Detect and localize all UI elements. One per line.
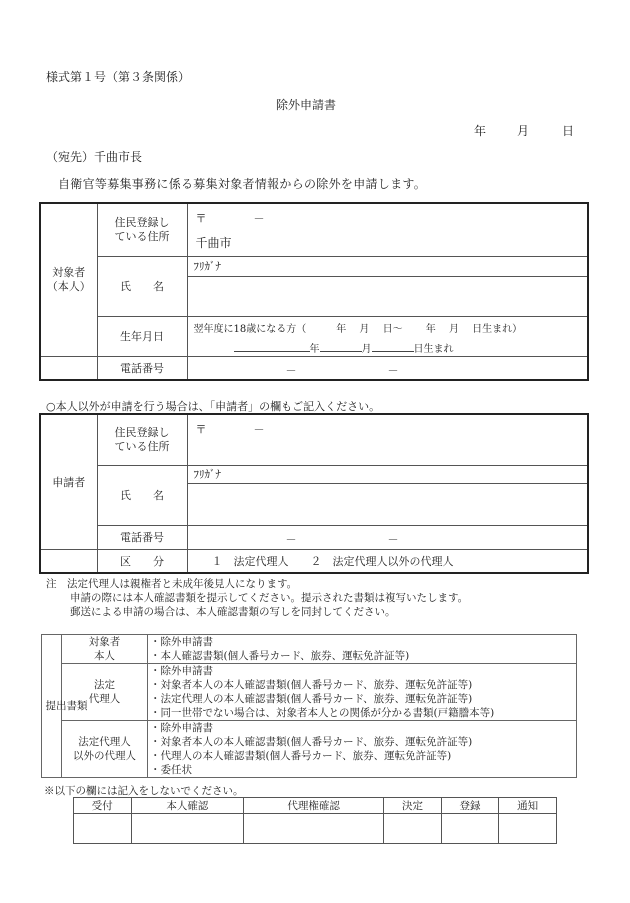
documents-side-label: 提出書類 — [42, 635, 62, 778]
required-documents-table — [41, 634, 577, 778]
note-line-1: 注 法定代理人は親権者と未成年後見人になります。 — [46, 578, 298, 590]
applicant-address-label: 住民登録し ている住所 — [97, 414, 187, 465]
applicant-address-field[interactable] — [187, 414, 588, 465]
office-use-note: ※以下の欄には記入をしないでください。 — [44, 785, 244, 797]
subject-section-label: 対象者 （本人） — [40, 203, 97, 356]
subject-phone-label: 電話番号 — [97, 356, 187, 380]
doc-row-subject-items: ・除外申請書 ・本人確認書類(個人番号カード、旅券、運転免許証等) — [148, 635, 577, 664]
subject-name-label: 氏 名 — [97, 256, 187, 316]
application-statement: 自衛官等募集事務に係る募集対象者情報からの除外を申請します。 — [58, 177, 427, 191]
birth-day-input[interactable] — [372, 340, 414, 352]
date-day-label: 日 — [562, 124, 575, 138]
office-header-authority-check: 代理権確認 — [244, 798, 384, 814]
birth-condition: 翌年度に18歳になる方（ 年 月 日～ 年 月 日生まれ） — [193, 323, 523, 335]
postal-dash: － — [253, 212, 265, 225]
birth-day-label: 日生まれ — [413, 343, 454, 355]
postal-dash: － — [253, 423, 265, 436]
subject-name-field[interactable] — [187, 276, 588, 316]
office-cell-notification — [499, 814, 557, 844]
applicant-category-options[interactable]: １ 法定代理人 ２ 法定代理人以外の代理人 — [187, 549, 588, 573]
addressee: （宛先）千曲市長 — [46, 150, 143, 164]
office-cell-decision — [384, 814, 442, 844]
office-cell-reception — [74, 814, 132, 844]
doc-row-legal-who: 法定 代理人 — [62, 664, 148, 721]
applicant-phone-label: 電話番号 — [97, 525, 187, 549]
applicant-table — [39, 413, 589, 574]
subject-phone-field[interactable] — [187, 356, 588, 380]
applicant-category-label: 区 分 — [97, 549, 187, 573]
postal-mark: 〒 — [195, 212, 207, 225]
applicant-name-field[interactable] — [187, 483, 588, 525]
subject-birth-field[interactable] — [187, 316, 588, 356]
subject-city: 千曲市 — [195, 236, 232, 250]
subject-birth-label: 生年月日 — [97, 316, 187, 356]
office-cell-authority-check — [244, 814, 384, 844]
applicant-phone-field[interactable] — [187, 525, 588, 549]
doc-row-other-items: ・除外申請書 ・対象者本人の本人確認書類(個人番号カード、旅券、運転免許証等) ・代理人の本人確認書類(個人番号カード、旅券、運転免許証等) ・委任状 — [148, 721, 577, 778]
applicant-furigana-field[interactable]: ﾌﾘｶﾞﾅ — [187, 465, 588, 483]
doc-row-subject-who: 対象者 本人 — [62, 635, 148, 664]
office-cell-registration — [441, 814, 499, 844]
birth-month-label: 月 — [361, 343, 372, 355]
applicant-notice: ○本人以外が申請を行う場合は、「申請者」の欄もご記入ください。 — [46, 400, 381, 413]
date-year-label: 年 — [474, 124, 487, 138]
office-header-decision: 決定 — [384, 798, 442, 814]
doc-row-other-who: 法定代理人 以外の代理人 — [62, 721, 148, 778]
office-cell-identity-check — [131, 814, 244, 844]
phone-dash-2: － — [387, 363, 399, 377]
subject-address-field[interactable] — [187, 203, 588, 256]
date-month-label: 月 — [517, 124, 530, 138]
subject-furigana-field[interactable]: ﾌﾘｶﾞﾅ — [187, 256, 588, 276]
birth-year-label: 年 — [309, 343, 320, 355]
office-use-table — [73, 797, 557, 844]
form-number: 様式第１号（第３条関係） — [46, 70, 191, 84]
subject-address-label: 住民登録し ている住所 — [97, 203, 187, 256]
office-header-notification: 通知 — [499, 798, 557, 814]
applicant-name-label: 氏 名 — [97, 465, 187, 525]
phone-dash-2: － — [387, 532, 399, 546]
applicant-section-label: 申請者 — [40, 414, 97, 549]
birth-year-input[interactable] — [234, 340, 310, 352]
form-title: 除外申請書 — [276, 98, 337, 112]
phone-dash-1: － — [285, 532, 297, 546]
postal-mark: 〒 — [195, 423, 207, 436]
phone-dash-1: － — [285, 363, 297, 377]
subject-table — [39, 202, 589, 381]
note-line-2: 申請の際には本人確認書類を提示してください。提示された書類は複写いたします。 — [70, 592, 469, 604]
note-line-3: 郵送による申請の場合は、本人確認書類の写しを同封してください。 — [70, 606, 396, 618]
doc-row-legal-items: ・除外申請書 ・対象者本人の本人確認書類(個人番号カード、旅券、運転免許証等) ・法定代理人の本人確認書類(個人番号カード、旅券、運転免許証等) ・同一世帯でない場合は、対象者本人との関係が分かる書類(戸籍謄本等) — [148, 664, 577, 721]
office-header-registration: 登録 — [441, 798, 499, 814]
office-header-identity-check: 本人確認 — [131, 798, 244, 814]
birth-month-input[interactable] — [320, 340, 362, 352]
office-header-reception: 受付 — [74, 798, 132, 814]
